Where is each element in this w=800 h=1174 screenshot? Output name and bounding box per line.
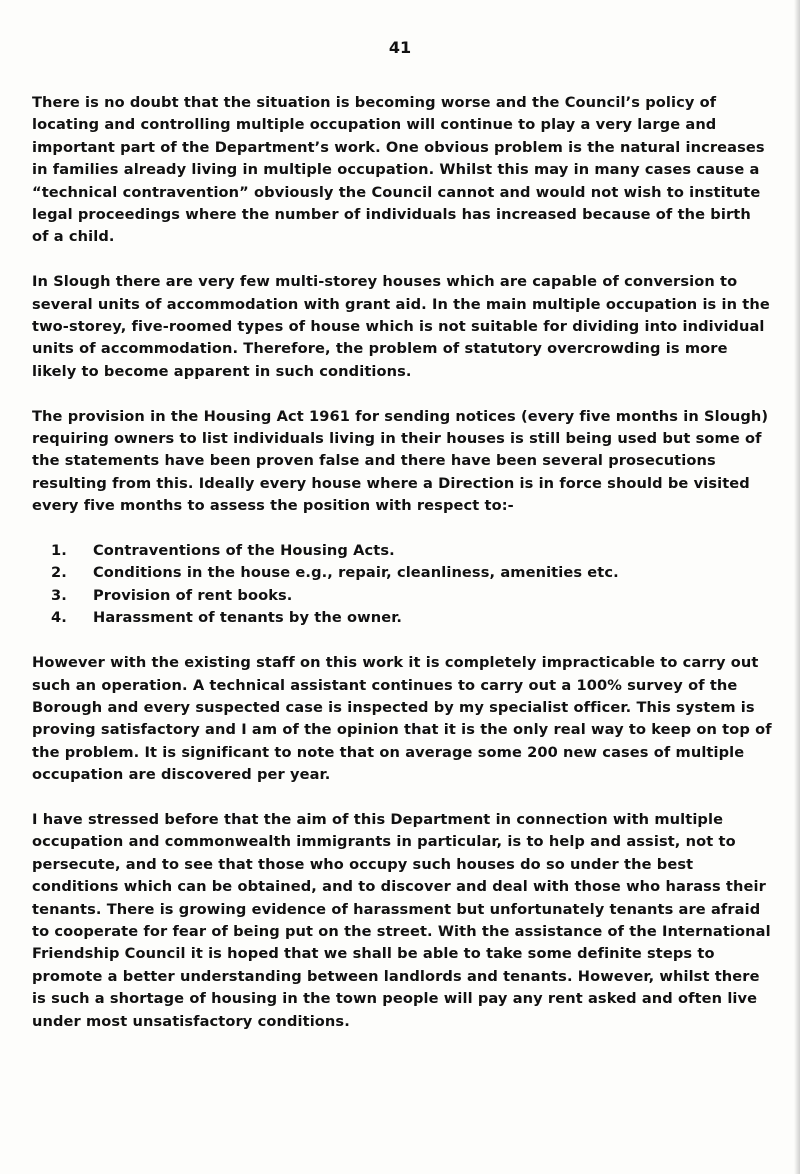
paragraph: However with the existing staff on this work it is completely impracticable to carry out such an operation. A technical assistant continues to carry out a 100% survey of the Borough and every suspected case is inspected by my specialist officer. This system is proving satisfactory and I am of the opinion that it is the only real way to keep on top of the problem. It is significant to note that on average some 200 new cases of multiple occupation are discovered per year. [32,654,772,784]
paragraph: The provision in the Housing Act 1961 for sending notices (every five months in Slough) requiring owners to list individuals living in their houses is still being used but some of the statements have been proven false and there have been several prosecutions resulting from this. Ideally every house where a Direction is in force should be visited every five months to assess the position with respect to:- [32,407,769,515]
paragraph: In Slough there are very few multi-storey houses which are capable of conversion to several units of accommodation with grant aid. In the main multiple occupation is in the two-storey, five-roomed types of house which is not suitable for dividing into individual units of accommodation. Therefore, the problem of statutory overcrowding is more likely to become apparent in such conditions. [32,273,770,380]
list-item [32,585,772,607]
page-number: 41 [388,38,412,57]
list-item-number: 2. [51,564,67,582]
list-item-text: Provision of rent books. [93,586,293,604]
page-edge-shadow [794,0,800,1174]
paragraph: There is no doubt that the situation is becoming worse and the Council’s policy of locating and controlling multiple occupation will continue to play a very large and important part of the Department’s work. One obvious problem is the natural increases in families already living in multiple occupation. Whilst this may in many cases cause a “technical contravention” obviously the Council cannot and would not wish to institute legal proceedings where the number of individuals has increased because of the birth of a child. [32,94,765,246]
list-item-number: 1. [51,542,67,560]
list-item [32,607,772,629]
list-item [32,562,772,584]
numbered-list [32,540,772,630]
list-item [32,540,772,562]
list-item-text: Harassment of tenants by the owner. [93,609,403,627]
list-item-number: 3. [51,586,67,604]
document-body [32,92,772,1055]
list-item-text: Conditions in the house e.g., repair, cleanliness, amenities etc. [93,564,619,582]
paragraph: I have stressed before that the aim of this Department in connection with multiple occupation and commonwealth immigrants in particular, is to help and assist, not to persecute, and to see that those who occupy such houses do so under the best conditions which can be obtained, and to discover and deal with those who harass their tenants. There is growing evidence of harassment but unfortunately tenants are afraid to cooperate for fear of being put on the street. With the assistance of the International Friendship Council it is hoped that we shall be able to take some definite steps to promote a better understanding between landlords and tenants. However, whilst there is such a shortage of housing in the town people will pay any rent asked and often live under most unsatisfactory conditions. [32,810,771,1030]
list-item-text: Contraventions of the Housing Acts. [93,542,395,560]
list-item-number: 4. [51,609,67,627]
